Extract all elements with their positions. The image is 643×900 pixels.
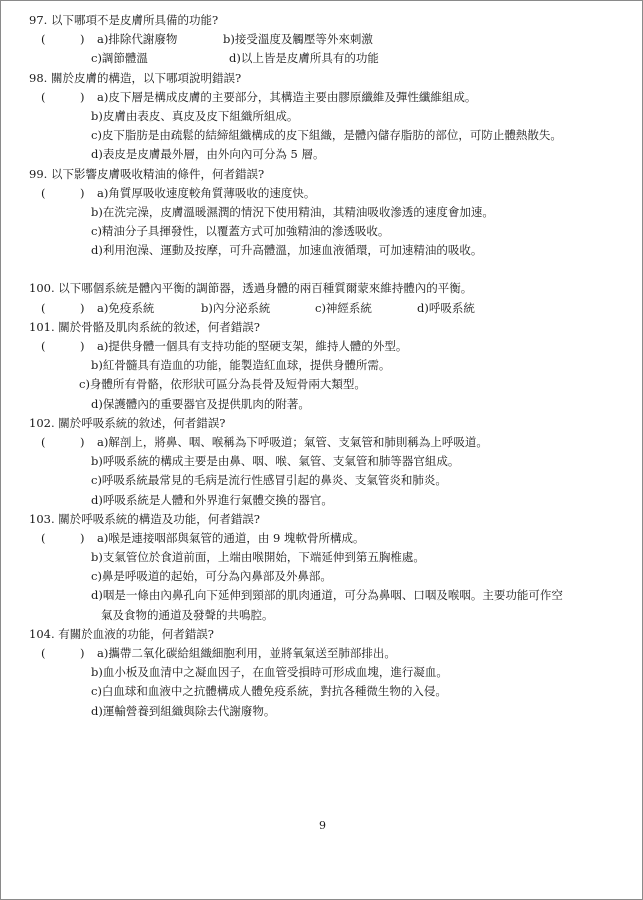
- option-b: b)紅骨髓具有造血的功能，能製造紅血球，提供身體所需。: [91, 358, 391, 373]
- answer-blank: ( ): [41, 646, 85, 660]
- option-b: b)在洗完澡，皮膚溫暖濕潤的情況下使用精油，其精油吸收滲透的速度會加速。: [91, 204, 494, 219]
- option-c: c)白血球和血液中之抗體構成人體免疫系統，對抗各種微生物的入侵。: [91, 684, 447, 699]
- answer-blank: ( ): [41, 300, 85, 315]
- question-100-title: 100. 以下哪個系統是體內平衡的調節器，透過身體的兩百種質爾蒙來維持體內的平衡。: [29, 281, 473, 296]
- question-103-title: 103. 關於呼吸系統的構造及功能，何者錯誤?: [29, 511, 260, 526]
- option-d: d)利用泡澡、運動及按摩，可升高體溫，加速血液循環，可加速精油的吸收。: [91, 243, 483, 258]
- question-103-option-a-row: [29, 529, 629, 548]
- question-102-option-a-row: [29, 433, 629, 452]
- option-c: c)神經系統: [315, 300, 372, 315]
- answer-blank: ( ): [41, 530, 85, 545]
- question-99-option-a-row: [29, 184, 629, 203]
- question-101-option-a-row: [29, 337, 629, 356]
- option-a: a)解剖上，將鼻、咽、喉稱為下呼吸道；氣管、支氣管和肺則稱為上呼吸道。: [97, 434, 488, 449]
- option-c: c)鼻是呼吸道的起始，可分為內鼻部及外鼻部。: [91, 569, 332, 584]
- option-d: d)呼吸系統: [417, 300, 475, 315]
- option-b: b)支氣管位於食道前面，上端由喉開始，下端延伸到第五胸椎處。: [91, 550, 425, 565]
- option-d: d)表皮是皮膚最外層，由外向內可分為 5 層。: [91, 147, 325, 162]
- option-c: c)呼吸系統最常見的毛病是流行性感冒引起的鼻炎、支氣管炎和肺炎。: [91, 473, 447, 488]
- option-c: c)精油分子具揮發性，以覆蓋方式可加強精油的滲透吸收。: [91, 224, 390, 239]
- answer-blank: ( ): [41, 434, 85, 449]
- question-101-title: 101. 關於骨骼及肌肉系統的敘述，何者錯誤?: [29, 319, 260, 334]
- option-a: a)角質厚吸收速度較角質薄吸收的速度快。: [97, 185, 316, 200]
- question-97-title: 97. 以下哪項不是皮膚所具備的功能?: [29, 13, 219, 27]
- option-b: b)皮膚由表皮、真皮及皮下組織所組成。: [91, 108, 299, 123]
- option-c: c)調節體溫: [91, 51, 148, 66]
- option-a: a)攜帶二氧化碳給組織細胞利用，並將氧氣送至肺部排出。: [97, 646, 396, 660]
- option-d: d)以上皆是皮膚所具有的功能: [229, 51, 379, 66]
- option-d: d)呼吸系統是人體和外界進行氣體交換的器官。: [91, 492, 333, 507]
- question-98-title: 98. 關於皮膚的構造，以下哪項說明錯誤?: [29, 70, 242, 85]
- question-97-options-row-2: [29, 49, 629, 68]
- option-d: d)運輸營養到組織與除去代謝廢物。: [91, 703, 276, 718]
- option-a: a)免疫系統: [97, 300, 155, 315]
- option-c: c)身體所有骨骼，依形狀可區分為長骨及短骨兩大類型。: [79, 377, 366, 392]
- question-104-title: 104. 有關於血液的功能，何者錯誤?: [29, 626, 214, 641]
- question-99-title: 99. 以下影響皮膚吸收精油的條件，何者錯誤?: [29, 166, 265, 181]
- option-d: d)保護體內的重要器官及提供肌肉的附著。: [91, 396, 310, 411]
- question-98-option-a-row: [29, 88, 629, 107]
- option-d-continuation: 氣及食物的通道及發聲的共鳴腔。: [101, 607, 274, 622]
- option-a: a)喉是連接咽部與氣管的通道，由 9 塊軟骨所構成。: [97, 530, 365, 545]
- option-a: a)提供身體一個具有支持功能的堅硬支架，維持人體的外型。: [97, 339, 408, 353]
- option-b: b)血小板及血清中之凝血因子，在血管受損時可形成血塊，進行凝血。: [91, 665, 448, 680]
- question-100-options-row: [29, 299, 629, 318]
- question-104-option-a-row: [29, 644, 629, 663]
- page-number: 9: [319, 819, 326, 832]
- spacer: [29, 260, 629, 279]
- question-102-title: 102. 關於呼吸系統的敘述，何者錯誤?: [29, 415, 226, 430]
- option-a: a)排除代謝廢物: [97, 32, 178, 47]
- question-list: [29, 11, 629, 721]
- question-97-options-row-1: [29, 30, 629, 49]
- answer-blank: ( ): [41, 32, 85, 47]
- answer-blank: ( ): [41, 185, 85, 200]
- option-b: b)內分泌系統: [201, 300, 271, 315]
- option-b: b)呼吸系統的構成主要是由鼻、咽、喉、氣管、支氣管和肺等器官組成。: [91, 454, 460, 469]
- option-b: b)接受溫度及觸壓等外來刺激: [223, 32, 373, 47]
- option-c: c)皮下脂肪是由疏鬆的結締組織構成的皮下組織，是體內儲存脂肪的部位，可防止體熱散失。: [91, 128, 562, 143]
- option-a: a)皮下層是構成皮膚的主要部分，其構造主要由膠原纖維及彈性纖維組成。: [97, 89, 477, 104]
- answer-blank: ( ): [41, 89, 85, 104]
- option-d: d)咽是一條由內鼻孔向下延伸到頸部的肌肉通道，可分為鼻咽、口咽及喉咽。主要功能可作空: [91, 588, 563, 603]
- answer-blank: ( ): [41, 339, 85, 353]
